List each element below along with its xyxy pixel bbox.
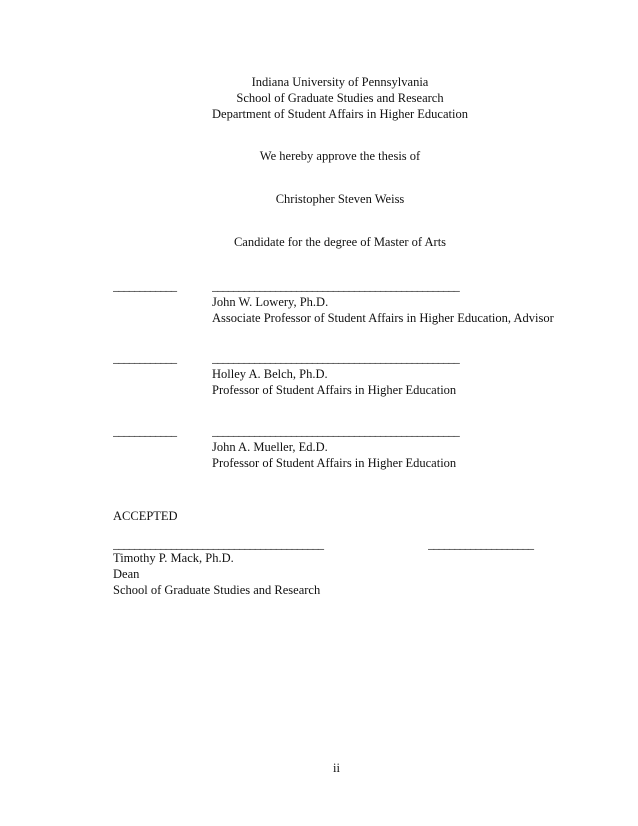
dean-date-line: ____________________ <box>428 537 533 551</box>
signatory-title: Professor of Student Affairs in Higher Education <box>212 383 457 397</box>
department-name: Department of Student Affairs in Higher Education <box>212 107 468 121</box>
dean-name: Timothy P. Mack, Ph.D. <box>113 551 234 565</box>
date-line: ____________ <box>113 424 176 438</box>
accepted-label: ACCEPTED <box>113 509 178 523</box>
school-name: School of Graduate Studies and Research <box>236 91 444 105</box>
page-number: ii <box>333 761 340 775</box>
candidate-name: Christopher Steven Weiss <box>275 192 405 206</box>
date-line: ____________ <box>113 351 176 365</box>
signature-line: _______________________________________________ <box>212 279 459 293</box>
date-line: ____________ <box>113 279 176 293</box>
dean-office: School of Graduate Studies and Research <box>113 583 321 597</box>
approval-statement: We hereby approve the thesis of <box>259 149 421 163</box>
university-name: Indiana University of Pennsylvania <box>251 75 429 89</box>
signatory-name: Holley A. Belch, Ph.D. <box>212 367 328 381</box>
signatory-title: Associate Professor of Student Affairs in Higher Education, Advisor <box>212 311 554 325</box>
signatory-name: John W. Lowery, Ph.D. <box>212 295 329 309</box>
dean-role: Dean <box>113 567 140 581</box>
signatory-name: John A. Mueller, Ed.D. <box>212 440 328 454</box>
signature-line: _______________________________________________ <box>212 424 459 438</box>
signature-line: _______________________________________________ <box>212 351 459 365</box>
dean-signature-line: ________________________________________ <box>113 537 323 551</box>
signatory-title: Professor of Student Affairs in Higher Education <box>212 456 457 470</box>
degree-statement: Candidate for the degree of Master of Arts <box>233 235 447 249</box>
